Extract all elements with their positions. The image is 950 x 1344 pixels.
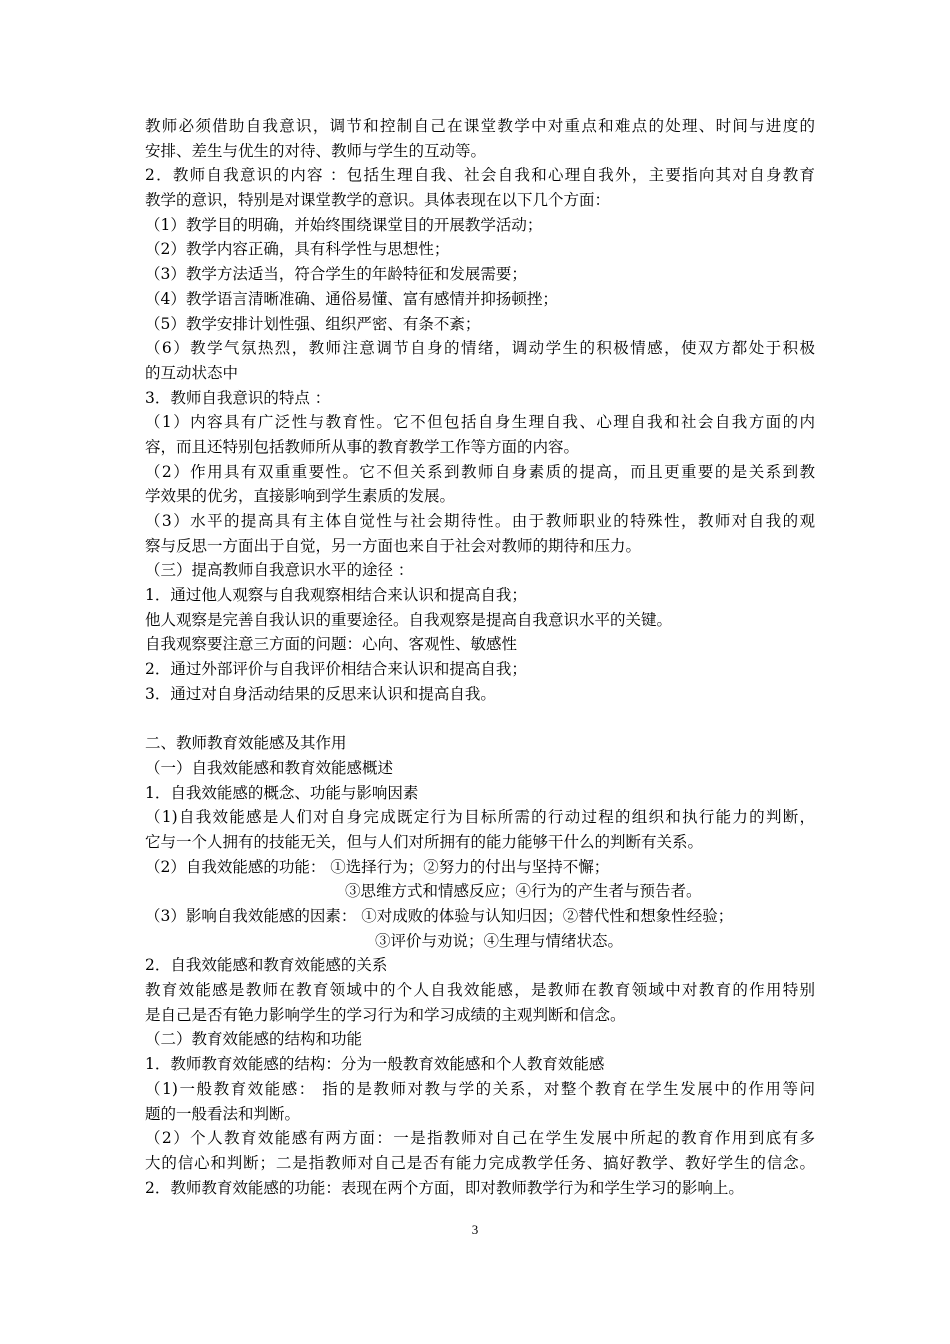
text-line: 自我观察要注意三方面的问题：心向、客观性、敏感性 [145, 635, 518, 654]
list-item: （6）教学气氛热烈，教师注意调节自身的情绪，调动学生的积极情感，使双方都处于积极 [145, 339, 815, 358]
blank-line [145, 707, 815, 732]
list-item: （2）自我效能感的功能： ①选择行为；②努力的付出与坚持不懈； [145, 857, 610, 876]
list-item: （1)一般教育效能感： 指的是教师对教与学的关系，对整个教育在学生发展中的作用等问 [145, 1079, 815, 1098]
text-line: 他人观察是完善自我认识的重要途径。自我观察是提高自我意识水平的关键。 [145, 610, 673, 629]
section-heading: 1．教师教育效能感的结构：分为一般教育效能感和个人教育效能感 [145, 1055, 605, 1074]
page-number: 3 [471, 1222, 479, 1237]
text-line: 安排、差生与优生的对待、教师与学生的互动等。 [145, 141, 487, 160]
text-line: 的互动状态中 [145, 363, 239, 382]
text-line: 大的信心和判断；二是指教师对自己是否有能力完成教学任务、搞好教学、教好学生的信念。 [145, 1153, 815, 1172]
chapter-heading: 二、教师教育效能感及其作用 [145, 734, 347, 753]
text-line: 学效果的优劣，直接影响到学生素质的发展。 [145, 487, 456, 506]
text-line: 它与一个人拥有的技能无关，但与人们对所拥有的能力能够干什么的判断有关系。 [145, 832, 704, 851]
text-line: 题的一般看法和判断。 [145, 1104, 301, 1123]
list-item: 2．通过外部评价与自我评价相结合来认识和提高自我； [145, 660, 527, 679]
document-body [145, 114, 815, 1200]
list-item-continuation: ③思维方式和情感反应；④行为的产生者与预告者。 [345, 882, 702, 901]
text-line: 是自己是否有铯力影响学生的学习行为和学习成绩的主观判断和信念。 [145, 1005, 626, 1024]
list-item: （3）影响自我效能感的因素： ①对成败的体验与认知归因；②替代性和想象性经验； [145, 907, 734, 925]
list-item: （5）教学安排计划性强、组织严密、有条不紊； [145, 314, 481, 333]
list-item: （3）教学方法适当，符合学生的年龄特征和发展需要； [145, 265, 527, 284]
list-item: （3）水平的提高具有主体自觉性与社会期待性。由于教师职业的特殊性，教师对自我的观 [145, 512, 815, 530]
text-line: 教学的意识，特别是对课堂教学的意识。具体表现在以下几个方面： [145, 191, 611, 210]
list-item-continuation: ③评价与劝说；④生理与情绪状态。 [375, 931, 624, 950]
section-heading: 2．自我效能感和教育效能感的关系 [145, 956, 388, 975]
text-line: 容，而且还特别包括教师所从事的教育教学工作等方面的内容。 [145, 437, 580, 456]
list-item: （1）内容具有广泛性与教育性。它不但包括自身生理自我、心理自我和社会自我方面的内 [145, 413, 815, 432]
section-heading-3: 3．教师自我意识的特点 ： [145, 388, 331, 407]
section-heading: 2．教师教育效能感的功能：表现在两个方面，即对教师教学行为和学生学习的影响上。 [145, 1178, 744, 1197]
text-line: 教师必须借助自我意识，调节和控制自己在课堂教学中对重点和难点的处理、时间与进度的 [145, 117, 815, 135]
section-heading: 1．自我效能感的概念、功能与影响因素 [145, 783, 419, 802]
subsection-heading: （三）提高教师自我意识水平的途径 ： [145, 561, 414, 580]
list-item: 1．通过他人观察与自我观察相结合来认识和提高自我； [145, 586, 527, 605]
list-item: （1)自我效能感是人们对自身完成既定行为目标所需的行动过程的组织和执行能力的判断， [145, 808, 815, 827]
subsection-heading: （一）自我效能感和教育效能感概述 [145, 758, 394, 777]
list-item: （2）作用具有双重重要性。它不但关系到教师自身素质的提高，而且更重要的是关系到教 [145, 462, 815, 481]
text-line: 察与反思一方面出于自觉，另一方面也来自于社会对教师的期待和压力。 [145, 536, 642, 555]
list-item: （1）教学目的明确，并始终围绕课堂目的开展教学活动； [145, 215, 543, 234]
list-item: （4）教学语言清晰准确、通俗易懂、富有感情并抑扬顿挫； [145, 289, 558, 308]
list-item: （2）教学内容正确，具有科学性与思想性； [145, 240, 450, 259]
section-heading-2: 2．教师自我意识的内容 ：包括生理自我、社会自我和心理自我外，主要指向其对自身教育 [145, 166, 815, 185]
subsection-heading: （二）教育效能感的结构和功能 [145, 1030, 363, 1049]
list-item: 3．通过对自身活动结果的反思来认识和提高自我。 [145, 684, 496, 703]
list-item: （2）个人教育效能感有两方面：一是指教师对自己在学生发展中所起的教育作用到底有多 [145, 1129, 815, 1148]
text-line: 教育效能感是教师在教育领域中的个人自我效能感，是教师在教育领域中对教育的作用特别 [145, 981, 815, 1000]
